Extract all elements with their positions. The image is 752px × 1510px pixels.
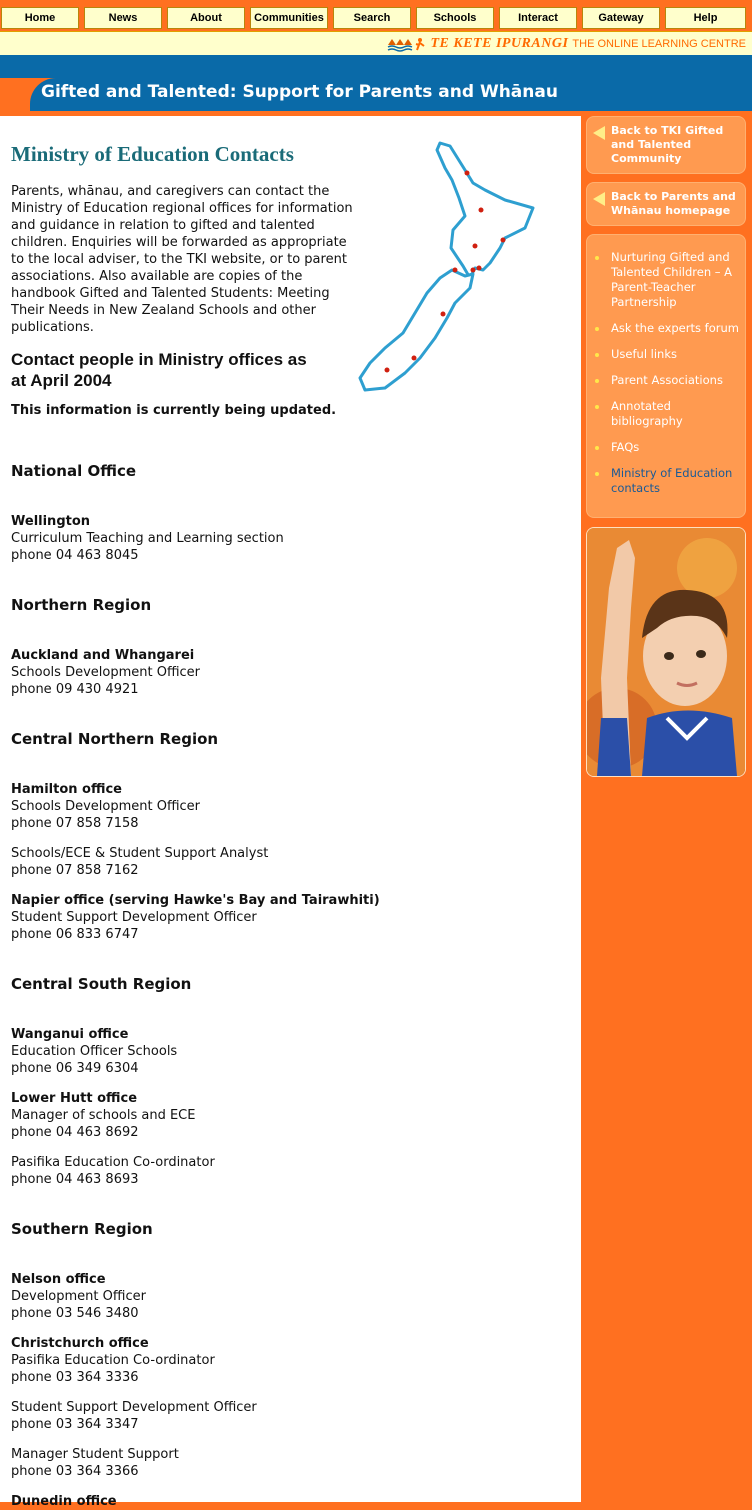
back-link-label: Back to TKI Gifted and Talented Community — [611, 124, 724, 165]
sidebar-link-bibliography[interactable]: Annotated bibliography — [587, 399, 745, 429]
back-arrow-icon — [593, 192, 605, 206]
region-heading: Central Northern Region — [11, 730, 219, 748]
office-title: Wanganui office — [11, 1027, 129, 1042]
tki-logo[interactable] — [386, 36, 746, 52]
office-entry — [11, 513, 570, 564]
nav-help-button[interactable]: Help — [665, 7, 746, 29]
office-role: Curriculum Teaching and Learning section — [11, 531, 284, 546]
office-title: Dunedin office — [11, 1494, 117, 1509]
office-title: Lower Hutt office — [11, 1091, 138, 1106]
back-to-parents-homepage-link[interactable] — [586, 182, 746, 226]
nav-home-button[interactable]: Home — [1, 7, 79, 29]
office-title: Wellington — [11, 514, 91, 529]
nav-search-button[interactable]: Search — [333, 7, 411, 29]
office-title: Christchurch office — [11, 1336, 149, 1351]
sidebar-link-parent-associations[interactable]: Parent Associations — [587, 373, 745, 388]
office-entry — [11, 892, 570, 943]
sidebar-links — [586, 234, 746, 518]
office-phone: phone 06 349 6304 — [11, 1061, 139, 1076]
office-title: Napier office (serving Hawke's Bay and Tairawhiti) — [11, 893, 380, 908]
office-entry — [11, 1446, 570, 1480]
sidebar-link-ask-experts[interactable]: Ask the experts forum — [587, 321, 745, 336]
office-phone: phone 03 364 3347 — [11, 1417, 139, 1432]
nav-communities-button[interactable]: Communities — [250, 7, 328, 29]
office-phone: phone 04 463 8692 — [11, 1125, 139, 1140]
region-heading: Northern Region — [11, 596, 152, 614]
office-entry — [11, 1154, 570, 1188]
section-title-bar — [0, 78, 752, 116]
office-role: Schools Development Officer — [11, 799, 201, 814]
office-entry — [11, 1399, 570, 1433]
office-role: Pasifika Education Co-ordinator — [11, 1353, 215, 1368]
sidebar-link-ministry-contacts[interactable]: Ministry of Education contacts — [587, 466, 745, 496]
nav-about-button[interactable]: About — [167, 7, 245, 29]
nav-interact-button[interactable]: Interact — [499, 7, 577, 29]
page-heading: Ministry of Education Contacts — [11, 142, 294, 166]
office-role: Schools Development Officer — [11, 665, 201, 680]
back-to-gifted-community-link[interactable] — [586, 116, 746, 174]
office-entry — [11, 1026, 570, 1077]
brand-tagline: THE ONLINE LEARNING CENTRE — [572, 38, 746, 50]
office-entry — [11, 647, 570, 698]
office-role: Manager of schools and ECE — [11, 1108, 196, 1123]
office-entry — [11, 1271, 570, 1322]
nav-schools-button[interactable]: Schools — [416, 7, 494, 29]
office-phone: phone 03 364 3336 — [11, 1370, 139, 1385]
sidebar-link-useful-links[interactable]: Useful links — [587, 347, 745, 362]
office-entry — [11, 781, 570, 832]
office-entry — [11, 1090, 570, 1141]
child-photo — [586, 527, 746, 777]
office-phone: phone 07 858 7162 — [11, 863, 139, 878]
office-phone: phone 07 858 7158 — [11, 816, 139, 831]
office-phone: phone 03 546 3480 — [11, 1306, 139, 1321]
office-entry — [11, 845, 570, 879]
office-entry — [11, 1335, 570, 1386]
office-phone: phone 04 463 8693 — [11, 1172, 139, 1187]
office-role: Schools/ECE & Student Support Analyst — [11, 846, 269, 861]
office-role: Student Support Development Officer — [11, 910, 257, 925]
sidebar-link-nurturing[interactable]: Nurturing Gifted and Talented Children – A Parent-Teacher Partnership — [587, 250, 745, 310]
office-role: Manager Student Support — [11, 1447, 179, 1462]
back-arrow-icon — [593, 126, 605, 140]
contacts-subheading: Contact people in Ministry offices as at April 2004 — [11, 350, 307, 390]
sidebar — [586, 116, 746, 777]
sidebar-link-faqs[interactable]: FAQs — [587, 440, 745, 455]
brand-bar — [0, 31, 752, 55]
office-phone: phone 09 430 4921 — [11, 682, 139, 697]
region-heading: Central South Region — [11, 975, 192, 993]
office-role: Student Support Development Officer — [11, 1400, 257, 1415]
brand-name: TE KETE IPURANGI — [430, 36, 569, 51]
nav-news-button[interactable]: News — [84, 7, 162, 29]
region-heading: National Office — [11, 462, 137, 480]
office-phone: phone 03 364 3366 — [11, 1464, 139, 1479]
intro-paragraph: Parents, whānau, and caregivers can contact the Ministry of Education regional offices for information and guidance in relation to gifted and talented children. Enquiries will be forwarded as appropriate to the local adviser, to the TKI website, or to parent associations. Also available are copies of the handbook Gifted and Talented Students: Meeting Their Needs in New Zealand Schools and other publications. — [11, 184, 353, 335]
office-phone: phone 06 833 6747 — [11, 927, 139, 942]
office-role: Education Officer Schools — [11, 1044, 178, 1059]
office-role: Pasifika Education Co-ordinator — [11, 1155, 215, 1170]
region-heading: Southern Region — [11, 1220, 153, 1238]
nav-gateway-button[interactable]: Gateway — [582, 7, 660, 29]
top-navigation — [0, 0, 752, 31]
section-title: Gifted and Talented: Support for Parents and Whānau — [41, 82, 558, 102]
office-title: Auckland and Whangarei — [11, 648, 195, 663]
office-phone: phone 04 463 8045 — [11, 548, 139, 563]
main-content — [0, 116, 581, 1509]
new-zealand-map — [355, 138, 540, 393]
child-raising-hand-image — [587, 528, 745, 776]
office-title: Hamilton office — [11, 782, 122, 797]
blue-banner — [0, 55, 752, 78]
office-title: Nelson office — [11, 1272, 106, 1287]
section-title-tab — [30, 78, 752, 111]
kete-logo-icon — [386, 36, 426, 52]
office-role: Development Officer — [11, 1289, 146, 1304]
update-note: This information is currently being updated. — [11, 403, 337, 418]
back-link-label: Back to Parents and Whānau homepage — [611, 190, 736, 217]
